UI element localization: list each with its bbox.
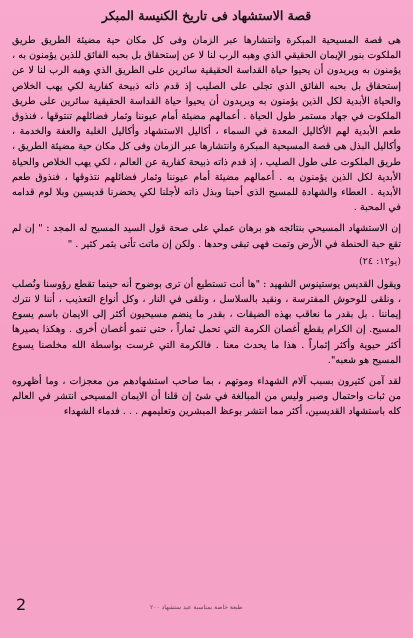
page-number: 2: [16, 595, 27, 614]
paragraph-intro: هى قصة المسيحية المبكرة وانتشارها عبر الزمان وفى كل مكان حية مضيئة الطريق طريق الملكوت بنور الإيمان الحقيقي الذي وهبه الرب لنا لا عن إستحقاق بل بحبه الفائق للذين يؤمنون به ، يؤمنون به ويريدون أن يحيوا حياة القداسة الحقيقية سائرين على الطريق الذي وهبه الرب لنا لا عن إستحقاق بل بحبه الفائق الذي تجلى على الصليب إذ قدم ذاته ذبيحة كفارية لكي يهب الخلاص والحياة الأبدية لكل الذين يؤمنون به ويريدون أن يحيوا حياة القداسة الحقيقية سائرين على طريق الملكوت في جهاد مستمر طول الحياة . أعمالهم مضيئة أمام عيوننا وثمار فضائلهم تنتوقها ، فنذوق طعم الأبدية لهم الأكاليل المعدة في السماء ، أكاليل الاستشهاد وأكاليل الغلبة والعفة والخدمة ، وأكاليل البذل هى قصة المسيحية المبكرة وانتشارها عبر الزمان وفى كل مكان حية مضيئة الطريق ، طريق الملكوت على طول الصليب ، إذ قدم ذاته ذبيحة كفارية عن العالم ، لكي يهب الخلاص والحياة الأبدية لكل الذين يؤمنون به . أعمالهم مضيئة أمام عيوننا وثمار فضائلهم نتذوقها ، فنذوق طعم الأبدية . العطاء والشهادة للمسيح الذى أحبنا وبذل ذاته لأجلنا لكي يحضرنا قديسين وبلا لوم قدامه في المحبة .: [12, 35, 401, 214]
paragraph-martyrdom-proof: إن الاستشهاد المسيحي بنتائجه هو برهان عملي على صحة قول السيد المسيح له المجد : " إن لم تقع حبة الحنطة في الأرض وتمت فهى تبقى وحدها . ولكن إن ماتت تأتى بثمر كثير . ": [12, 223, 401, 250]
paragraph-justin-quote: ويقول القديس يوستينوس الشهيد : "ها أنت تستطيع أن ترى بوضوح أنه حينما تقطع رؤوسنا ونُصلب ، ونلقى للوحوش المفترسة ، ونقيد بالسلاسل ، ونلقى في النار ، وكل أنواع التعذيب ، أننا لا نترك إيماننا . بل بقدر ما نعاقب بهذه الضيقات ، بقدر ما ينضم مسيحيون أكثر إلى الايمان باسم يسوع المسيح. إن الكرام يقطع أغصان الكرمة التي تحمل ثماراً ، حتى تنمو أغصان أخرى . وهكذا يصيرها أكثر حيوية وأكثر إثماراً . هذا ما يحدث معنا . فالكرمة التي غرست بواسطة الله مخلصنا يسوع المسيح هو شعبه".: [12, 278, 401, 366]
verse-reference: (يو١٢: ٢٤): [358, 255, 401, 267]
footer-note: طبعة خاصة بمناسبة عيد ستشهاد ٢٠٠: [150, 604, 243, 611]
page-title: قصة الاستشهاد فى تاريخ الكنيسة المبكر: [101, 8, 312, 23]
paragraph-faith-spread: لقد آمن كثيرون بسبب آلام الشهداء وموتهم ، بما صاحب استشهادهم من معجزات ، وما أظهروه من ثبات واحتمال وصبر وليس من المبالغة في شئ إن قلنا أن الايمان المسيحى انتشر في العالم كله باستشهاد القديسين، أكثر مما انتشر بوعظ المبشرين وتعليمهم . . . فدماء الشهداء: [12, 376, 401, 418]
